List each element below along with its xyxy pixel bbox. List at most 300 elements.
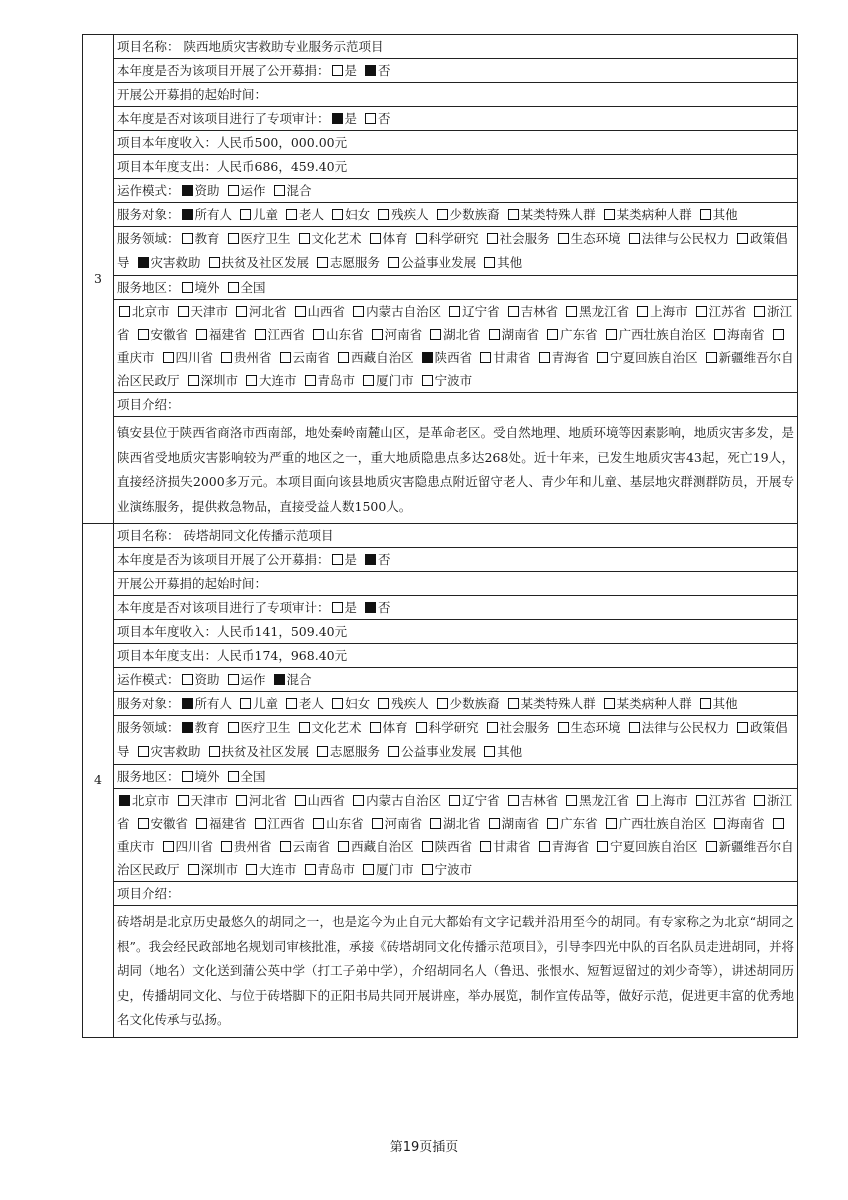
checkbox[interactable] — [196, 329, 207, 340]
income-row-cell — [114, 131, 798, 155]
option-label: 浙江省 — [117, 304, 793, 342]
checkbox[interactable] — [332, 602, 343, 613]
option — [698, 696, 738, 711]
option — [386, 744, 476, 759]
option — [330, 63, 358, 78]
checkbox[interactable] — [597, 352, 608, 363]
option — [414, 720, 479, 735]
checkbox[interactable] — [437, 698, 448, 709]
option — [428, 327, 481, 342]
checkbox[interactable] — [637, 795, 648, 806]
income-row — [83, 131, 798, 155]
option-label: 大连市 — [259, 373, 297, 388]
checkbox[interactable] — [332, 113, 343, 124]
checkbox[interactable] — [484, 746, 495, 757]
option-label: 贵州省 — [234, 350, 272, 365]
option — [226, 231, 291, 246]
option-label: 体育 — [382, 720, 408, 735]
checkbox[interactable] — [365, 113, 376, 124]
checkbox[interactable] — [416, 233, 427, 244]
checkbox[interactable] — [299, 722, 310, 733]
project-number-text: 3 — [94, 271, 102, 286]
checkbox[interactable] — [295, 306, 306, 317]
option-label: 甘肃省 — [493, 839, 531, 854]
checkbox[interactable] — [182, 282, 193, 293]
option-label: 青海省 — [551, 839, 590, 854]
checkbox[interactable] — [286, 698, 297, 709]
checkbox[interactable] — [378, 209, 389, 220]
option — [604, 816, 707, 831]
option-label: 河南省 — [384, 327, 423, 342]
option — [506, 696, 596, 711]
checkbox[interactable] — [163, 352, 174, 363]
option-label: 甘肃省 — [493, 350, 531, 365]
project-name: 砖塔胡同文化传播示范项目 — [183, 527, 334, 543]
option-label: 某类病种人群 — [616, 695, 692, 711]
option — [330, 696, 370, 711]
checkbox[interactable] — [604, 209, 615, 220]
expense-row — [83, 155, 798, 179]
checkbox[interactable] — [547, 818, 558, 829]
checkbox[interactable] — [508, 209, 519, 220]
checkbox[interactable] — [706, 352, 717, 363]
option-label: 广东省 — [560, 816, 598, 831]
intro-row — [83, 906, 798, 1038]
option-label: 老人 — [299, 206, 325, 222]
checkbox[interactable] — [489, 818, 500, 829]
expense: 项目本年度支出：人民币686，459.40元 — [117, 158, 348, 174]
checkbox[interactable] — [489, 329, 500, 340]
checkbox[interactable] — [422, 375, 433, 386]
option — [272, 672, 312, 687]
checkbox[interactable] — [182, 771, 193, 782]
option — [226, 672, 266, 687]
option-label: 湖北省 — [443, 816, 481, 831]
checkbox[interactable] — [547, 329, 558, 340]
option — [226, 720, 291, 735]
option — [207, 744, 310, 759]
option — [386, 255, 476, 270]
checkbox[interactable] — [737, 233, 748, 244]
checkbox[interactable] — [228, 233, 239, 244]
checkbox[interactable] — [365, 554, 376, 565]
checkbox[interactable] — [228, 674, 239, 685]
option — [194, 327, 247, 342]
checkbox[interactable] — [365, 602, 376, 613]
label: 服务对象： — [117, 695, 180, 711]
intro-text: 镇安县位于陕西省商洛市西南部，地处秦岭南麓山区，是革命老区。受自然地理、地质环境等因素影响，地质灾害多发，是陕西省受地质灾害影响较为严重的地区之一，重大地质隐患点多达268处。近十年来，已发生地质灾害43起，死亡19人，直接经济损失2000多万元。本项目面向该县地质灾害隐患点附近留守老人、青少年和儿童、基层地灾群测群防员，开展专业演练服务，提供救急物品，直接受益人数1500人。 — [117, 425, 794, 514]
checkbox[interactable] — [629, 233, 640, 244]
checkbox[interactable] — [138, 746, 149, 757]
checkbox[interactable] — [706, 841, 717, 852]
option — [297, 231, 362, 246]
checkbox[interactable] — [370, 233, 381, 244]
option-label: 妇女 — [345, 206, 371, 222]
checkbox[interactable] — [508, 795, 519, 806]
checkbox[interactable] — [714, 818, 725, 829]
intro-row — [83, 417, 798, 524]
option-label: 资助 — [194, 182, 220, 198]
checkbox[interactable] — [422, 841, 433, 852]
option — [226, 280, 266, 295]
option-label: 厦门市 — [376, 862, 414, 877]
option — [219, 839, 272, 854]
checkbox[interactable] — [305, 375, 316, 386]
field-row-cell — [114, 716, 798, 765]
option — [330, 207, 370, 222]
project-number — [83, 35, 114, 524]
checkbox[interactable] — [566, 795, 577, 806]
checkbox[interactable] — [558, 722, 569, 733]
option — [234, 793, 287, 808]
target-row-cell — [114, 203, 798, 227]
option-label: 运作 — [240, 182, 266, 198]
checkbox[interactable] — [240, 698, 251, 709]
checkbox[interactable] — [228, 722, 239, 733]
checkbox[interactable] — [480, 352, 491, 363]
option — [161, 350, 214, 365]
option-label: 湖北省 — [443, 327, 481, 342]
label: 运作模式： — [117, 182, 180, 198]
checkbox[interactable] — [700, 209, 711, 220]
option — [180, 280, 220, 295]
checkbox[interactable] — [422, 352, 433, 363]
option-label: 青岛市 — [317, 862, 356, 877]
label: 项目介绍： — [117, 885, 180, 901]
checkbox[interactable] — [188, 375, 199, 386]
audit-row-cell — [114, 107, 798, 131]
checkbox[interactable] — [332, 209, 343, 220]
checkbox[interactable] — [246, 375, 257, 386]
checkbox[interactable] — [119, 306, 130, 317]
checkbox[interactable] — [196, 818, 207, 829]
project-number — [83, 524, 114, 1038]
checkbox[interactable] — [313, 329, 324, 340]
area-row — [83, 276, 798, 300]
option — [351, 304, 441, 319]
checkbox[interactable] — [606, 818, 617, 829]
checkbox[interactable] — [182, 698, 193, 709]
option — [556, 231, 621, 246]
option — [330, 111, 358, 126]
checkbox[interactable] — [378, 698, 389, 709]
audit-row — [83, 596, 798, 620]
checkbox[interactable] — [480, 841, 491, 852]
option — [435, 696, 500, 711]
option-label: 儿童 — [253, 206, 279, 222]
checkbox[interactable] — [566, 306, 577, 317]
checkbox[interactable] — [332, 554, 343, 565]
option-label: 境外 — [194, 768, 220, 784]
checkbox[interactable] — [338, 352, 349, 363]
field-row — [83, 716, 798, 765]
option-label: 医疗卫生 — [240, 720, 291, 735]
checkbox[interactable] — [228, 771, 239, 782]
option — [420, 862, 473, 877]
option-label: 是 — [344, 62, 358, 78]
checkbox[interactable] — [773, 818, 784, 829]
checkbox[interactable] — [221, 841, 232, 852]
audit-row — [83, 107, 798, 131]
checkbox[interactable] — [182, 209, 193, 220]
option-label: 某类特殊人群 — [520, 695, 596, 711]
checkbox[interactable] — [138, 329, 149, 340]
option — [420, 373, 473, 388]
checkbox[interactable] — [178, 306, 189, 317]
option — [485, 720, 550, 735]
option — [361, 373, 414, 388]
checkbox[interactable] — [416, 722, 427, 733]
checkbox[interactable] — [182, 722, 193, 733]
option — [180, 696, 233, 711]
option-label: 科学研究 — [428, 720, 479, 735]
field-row-cell — [114, 227, 798, 276]
checkbox[interactable] — [286, 209, 297, 220]
option — [478, 839, 531, 854]
option-label: 内蒙古自治区 — [366, 304, 442, 319]
fund-start: 开展公开募捐的起始时间： — [117, 86, 268, 102]
checkbox[interactable] — [597, 841, 608, 852]
checkbox[interactable] — [422, 864, 433, 875]
checkbox[interactable] — [388, 746, 399, 757]
option — [180, 207, 233, 222]
checkbox[interactable] — [209, 746, 220, 757]
option — [297, 720, 362, 735]
checkbox[interactable] — [295, 795, 306, 806]
option-label: 少数族裔 — [449, 206, 500, 222]
checkbox[interactable] — [317, 257, 328, 268]
option-label: 云南省 — [292, 839, 331, 854]
option-label: 教育 — [194, 231, 220, 246]
checkbox[interactable] — [754, 795, 765, 806]
option — [176, 304, 229, 319]
option — [435, 207, 500, 222]
checkbox[interactable] — [163, 841, 174, 852]
checkbox[interactable] — [484, 257, 495, 268]
option-label: 否 — [378, 551, 391, 567]
option-label: 运作 — [240, 671, 266, 687]
option — [180, 231, 220, 246]
option — [698, 207, 738, 222]
option — [278, 839, 331, 854]
option-label: 江西省 — [267, 327, 306, 342]
checkbox[interactable] — [696, 795, 707, 806]
option-label: 生态环境 — [570, 231, 621, 246]
public-fund-row-cell — [114, 548, 798, 572]
checkbox[interactable] — [539, 352, 550, 363]
checkbox[interactable] — [255, 818, 266, 829]
option-label: 海南省 — [727, 327, 765, 342]
checkbox[interactable] — [299, 233, 310, 244]
option — [336, 839, 414, 854]
checkbox[interactable] — [228, 185, 239, 196]
checkbox[interactable] — [508, 698, 519, 709]
area-row — [83, 765, 798, 789]
option-label: 某类特殊人群 — [520, 206, 596, 222]
checkbox[interactable] — [280, 352, 291, 363]
public-fund-row — [83, 548, 798, 572]
checkbox[interactable] — [363, 375, 374, 386]
option-label: 法律与公民权力 — [641, 720, 730, 735]
option-label: 辽宁省 — [462, 793, 500, 808]
checkbox[interactable] — [221, 352, 232, 363]
checkbox[interactable] — [138, 257, 149, 268]
option — [602, 696, 692, 711]
checkbox[interactable] — [188, 864, 199, 875]
checkbox[interactable] — [637, 306, 648, 317]
option-label: 公益事业发展 — [401, 255, 477, 270]
checkbox[interactable] — [280, 841, 291, 852]
option — [428, 816, 481, 831]
option-label: 扶贫及社区发展 — [221, 744, 310, 759]
income-row — [83, 620, 798, 644]
option-label: 医疗卫生 — [240, 231, 291, 246]
checkbox[interactable] — [696, 306, 707, 317]
checkbox[interactable] — [449, 306, 460, 317]
option-label: 境外 — [194, 279, 220, 295]
option — [506, 793, 559, 808]
checkbox[interactable] — [353, 306, 364, 317]
checkbox[interactable] — [119, 795, 130, 806]
option — [712, 327, 765, 342]
checkbox[interactable] — [539, 841, 550, 852]
expense-row-cell — [114, 155, 798, 179]
checkbox[interactable] — [332, 65, 343, 76]
mode-row-cell — [114, 668, 798, 692]
option — [330, 600, 358, 615]
checkbox[interactable] — [388, 257, 399, 268]
option-label: 政策倡导 — [117, 231, 788, 270]
option — [564, 793, 629, 808]
option — [303, 373, 356, 388]
checkbox[interactable] — [430, 329, 441, 340]
checkbox[interactable] — [246, 864, 257, 875]
checkbox[interactable] — [714, 329, 725, 340]
option-label: 广西壮族自治区 — [618, 327, 707, 342]
checkbox[interactable] — [182, 674, 193, 685]
checkbox[interactable] — [255, 329, 266, 340]
intro-label-row-cell — [114, 393, 798, 417]
option — [311, 327, 364, 342]
checkbox[interactable] — [313, 818, 324, 829]
checkbox[interactable] — [363, 864, 374, 875]
checkbox[interactable] — [370, 722, 381, 733]
option — [370, 327, 423, 342]
option — [564, 304, 629, 319]
option-label: 广东省 — [560, 327, 598, 342]
option — [368, 720, 408, 735]
checkbox[interactable] — [274, 185, 285, 196]
checkbox[interactable] — [558, 233, 569, 244]
checkbox[interactable] — [365, 65, 376, 76]
checkbox[interactable] — [178, 795, 189, 806]
checkbox[interactable] — [372, 818, 383, 829]
option — [363, 552, 391, 567]
checkbox[interactable] — [305, 864, 316, 875]
fund-start-row-cell — [114, 83, 798, 107]
checkbox[interactable] — [449, 795, 460, 806]
checkbox[interactable] — [353, 795, 364, 806]
option-label: 浙江省 — [117, 793, 793, 831]
label: 服务领域： — [117, 231, 180, 246]
option — [635, 304, 688, 319]
checkbox[interactable] — [182, 185, 193, 196]
option-label: 上海市 — [650, 793, 688, 808]
option-label: 文化艺术 — [311, 720, 362, 735]
checkbox[interactable] — [700, 698, 711, 709]
income: 项目本年度收入：人民币500，000.00元 — [117, 134, 348, 150]
option — [414, 231, 479, 246]
option — [207, 255, 310, 270]
option-label: 北京市 — [132, 304, 170, 319]
mode-row — [83, 179, 798, 203]
option-label: 河北省 — [249, 304, 287, 319]
checkbox[interactable] — [372, 329, 383, 340]
checkbox[interactable] — [629, 722, 640, 733]
option-label: 吉林省 — [520, 793, 559, 808]
checkbox[interactable] — [430, 818, 441, 829]
intro-label-row — [83, 882, 798, 906]
checkbox[interactable] — [182, 233, 193, 244]
option-label: 生态环境 — [570, 720, 621, 735]
audit-row-cell — [114, 596, 798, 620]
option — [545, 327, 598, 342]
checkbox[interactable] — [773, 329, 784, 340]
option — [694, 304, 747, 319]
option-label: 四川省 — [175, 350, 214, 365]
checkbox[interactable] — [437, 209, 448, 220]
regions-row — [83, 300, 798, 393]
intro-row-cell — [114, 906, 798, 1038]
intro-label-row — [83, 393, 798, 417]
option — [556, 720, 621, 735]
fund-start-row — [83, 83, 798, 107]
option — [604, 327, 707, 342]
checkbox[interactable] — [508, 306, 519, 317]
field-row — [83, 227, 798, 276]
checkbox[interactable] — [737, 722, 748, 733]
option-label: 是 — [344, 551, 358, 567]
checkbox[interactable] — [606, 329, 617, 340]
project-name: 陕西地质灾害救助专业服务示范项目 — [183, 38, 384, 54]
option-label: 黑龙江省 — [579, 793, 630, 808]
option — [284, 207, 324, 222]
checkbox[interactable] — [332, 698, 343, 709]
checkbox[interactable] — [754, 306, 765, 317]
checkbox[interactable] — [487, 722, 498, 733]
option-label: 江西省 — [267, 816, 306, 831]
checkbox[interactable] — [240, 209, 251, 220]
option — [487, 816, 540, 831]
checkbox[interactable] — [138, 818, 149, 829]
option — [226, 769, 266, 784]
checkbox[interactable] — [228, 282, 239, 293]
target-row-cell — [114, 692, 798, 716]
checkbox[interactable] — [338, 841, 349, 852]
checkbox[interactable] — [236, 306, 247, 317]
option — [595, 839, 698, 854]
name-row-cell — [114, 524, 798, 548]
checkbox[interactable] — [487, 233, 498, 244]
option-label: 宁夏回族自治区 — [610, 839, 698, 854]
checkbox[interactable] — [274, 674, 285, 685]
option-label: 法律与公民权力 — [641, 231, 730, 246]
checkbox[interactable] — [604, 698, 615, 709]
checkbox[interactable] — [236, 795, 247, 806]
checkbox[interactable] — [209, 257, 220, 268]
checkbox[interactable] — [317, 746, 328, 757]
option — [186, 373, 239, 388]
